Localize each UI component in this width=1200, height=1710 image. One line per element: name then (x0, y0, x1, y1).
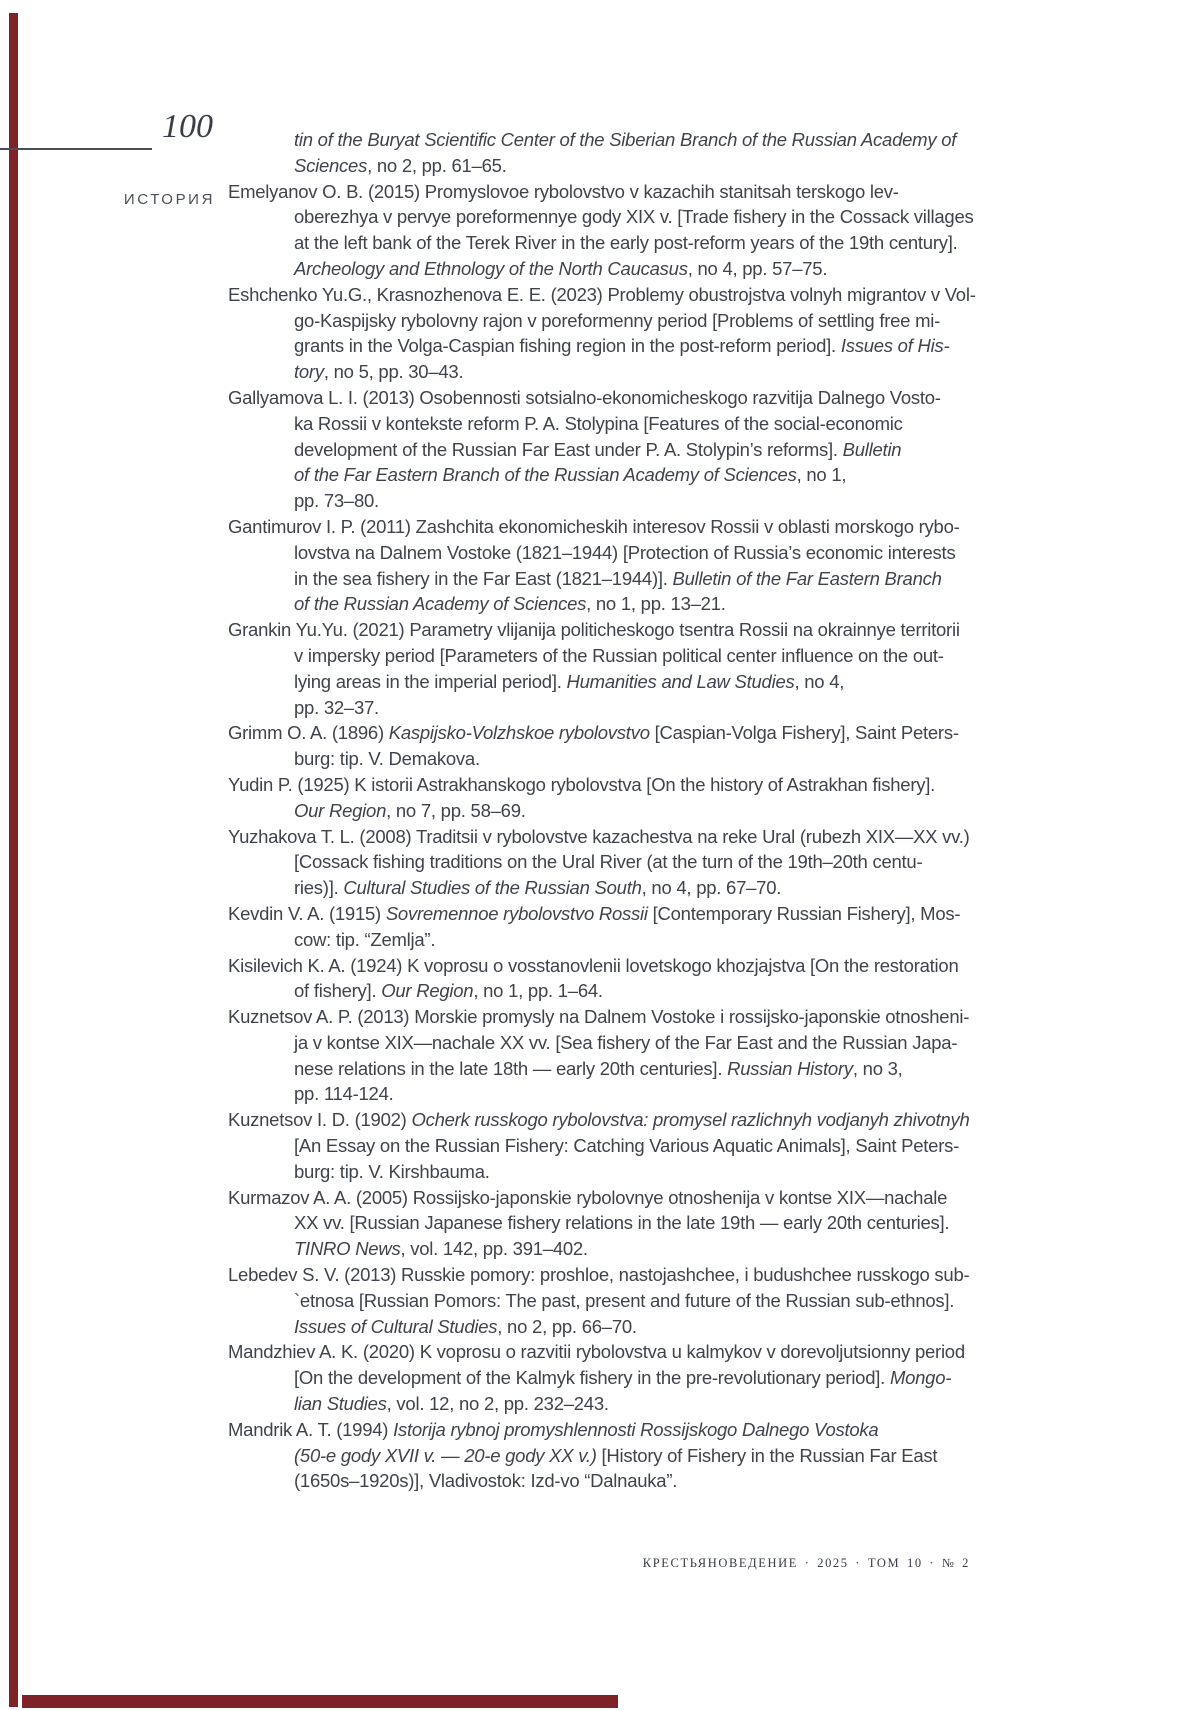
reference-text-segment: Kisilevich K. A. (1924) K voprosu o vosstanovlenii lovetskogo khozjajstva [On the restoration (228, 954, 959, 976)
reference-line (228, 359, 948, 385)
reference-line (228, 1314, 948, 1340)
reference-line (228, 256, 948, 282)
reference-title-segment: Archeology and Ethnology of the North Caucasus (294, 257, 688, 279)
references-list (228, 127, 976, 1494)
reference-text-segment: Eshchenko Yu.G., Krasnozhenova E. E. (2023) Problemy obustrojstva volnyh migrantov v Vol- (228, 283, 976, 305)
reference-entry (228, 1339, 965, 1416)
header-rule (0, 148, 152, 150)
reference-line (228, 1339, 965, 1365)
reference-entry (228, 953, 959, 1005)
reference-line (228, 875, 948, 901)
reference-title-segment: TINRO News (294, 1238, 401, 1260)
reference-line (228, 1081, 948, 1107)
reference-title-segment: Mongo- (889, 1367, 952, 1389)
reference-text-segment: lying areas in the imperial period]. (294, 670, 567, 692)
reference-title-segment: Issues of His- (840, 335, 950, 357)
reference-text-segment: burg: tip. V. Demakova. (294, 748, 480, 770)
reference-text-segment: , no 7, pp. 58–69. (386, 799, 526, 821)
reference-entry (228, 179, 974, 282)
reference-text-segment: lovstva na Dalnem Vostoke (1821–1944) [Protection of Russia’s economic interests (294, 541, 956, 563)
reference-line (228, 849, 948, 875)
reference-text-segment: , no 4, (794, 670, 845, 692)
reference-title-segment: Russian History (727, 1057, 853, 1079)
reference-line (228, 514, 960, 540)
reference-line (228, 566, 948, 592)
reference-title-segment: Issues of Cultural Studies (294, 1315, 498, 1337)
reference-line (228, 1030, 958, 1056)
reference-text-segment: , no 1, (796, 464, 847, 486)
reference-text-segment: Kurmazov A. A. (2005) Rossijsko-japonskie rybolovnye otnoshenija v kontse XIX—nachale (228, 1186, 948, 1208)
reference-line (228, 978, 948, 1004)
reference-title-segment: Humanities and Law Studies (566, 670, 795, 692)
reference-text-segment: , no 2, pp. 61–65. (367, 154, 507, 176)
journal-footer: КРЕСТЬЯНОВЕДЕНИЕ · 2025 · ТОМ 10 · № 2 (642, 1556, 970, 1570)
reference-line (228, 695, 948, 721)
reference-line (228, 153, 948, 179)
reference-line (228, 333, 948, 359)
reference-text-segment: v impersky period [Parameters of the Russian political center influence on the out- (294, 644, 944, 666)
reference-line (228, 385, 948, 411)
reference-line (228, 746, 948, 772)
reference-title-segment: tin of the Buryat Scientific Center of the Siberian Branch of the Russian Academy of (294, 129, 957, 150)
reference-text-segment: ries)]. (294, 877, 344, 899)
reference-text-segment: [An Essay on the Russian Fishery: Catching Various Aquatic Animals], Saint Peters- (294, 1135, 960, 1157)
reference-line (228, 437, 948, 463)
reference-entry (228, 617, 960, 720)
reference-line (228, 488, 948, 514)
reference-text-segment: grants in the Volga-Caspian fishing region in the post-reform period]. (294, 335, 841, 357)
reference-text-segment: , no 1, pp. 1–64. (473, 980, 603, 1002)
section-label: ИСТОРИЯ (123, 191, 215, 208)
reference-line (228, 127, 957, 153)
reference-text-segment: [On the development of the Kalmyk fishery in the pre-revolutionary period]. (294, 1367, 890, 1389)
reference-line (228, 1210, 948, 1236)
reference-title-segment: Kaspijsko-Volzhskoe rybolovstvo (388, 722, 650, 744)
reference-entry (228, 127, 957, 179)
reference-line (228, 204, 974, 230)
reference-line (228, 901, 961, 927)
reference-line (228, 179, 948, 205)
reference-title-segment: tory (294, 361, 324, 383)
page-number: 100 (162, 108, 213, 145)
reference-text-segment: (1650s–1920s)], Vladivostok: Izd-vo “Dalnauka”. (294, 1470, 678, 1492)
reference-line (228, 1107, 970, 1133)
reference-text-segment: of fishery]. (294, 980, 382, 1002)
reference-text-segment: pp. 73–80. (294, 490, 379, 512)
reference-line (228, 282, 976, 308)
reference-line (228, 617, 960, 643)
reference-line (228, 308, 948, 334)
reference-title-segment: Bulletin of the Far Eastern Branch (672, 567, 942, 589)
reference-title-segment: Istorija rybnoj promyshlennosti Rossijskogo Dalnego Vostoka (393, 1418, 879, 1440)
reference-line (228, 953, 959, 979)
reference-line (228, 798, 948, 824)
reference-text-segment: nese relations in the late 18th — early 20th centuries]. (294, 1057, 728, 1079)
reference-line (228, 1236, 948, 1262)
reference-line (228, 1468, 948, 1494)
reference-line (228, 1133, 960, 1159)
reference-line (228, 1185, 948, 1211)
reference-entry (228, 282, 976, 385)
reference-text-segment: cow: tip. “Zemlja”. (294, 928, 436, 950)
reference-entry (228, 901, 961, 953)
reference-title-segment: (50-e gody XVII v. — 20-e gody XX v.) (294, 1444, 602, 1466)
reference-line (228, 824, 970, 850)
reference-entry (228, 1107, 970, 1184)
reference-text-segment: Kuznetsov A. P. (2013) Morskie promysly na Dalnem Vostoke i rossijsko-japonskie otnosheni- (228, 1006, 970, 1028)
reference-line (228, 927, 948, 953)
reference-entry (228, 514, 960, 617)
reference-entry (228, 1417, 948, 1494)
reference-line (228, 1056, 948, 1082)
reference-title-segment: Ocherk russkogo rybolovstva: promysel razlichnyh vodjanyh zhivotnyh (411, 1109, 970, 1131)
reference-text-segment: Gantimurov I. P. (2011) Zashchita ekonomicheskih interesov Rossii v oblasti morskogo rybo- (228, 515, 960, 537)
page-edge-left (9, 13, 18, 1707)
reference-text-segment: go-Kaspijsky rybolovny rajon v poreformenny period [Problems of settling free mi- (294, 309, 941, 331)
reference-line (228, 1443, 948, 1469)
reference-text-segment: Grimm O. A. (1896) (228, 722, 389, 744)
reference-title-segment: Bulletin (842, 438, 902, 460)
reference-entry (228, 824, 970, 901)
reference-text-segment: Emelyanov O. B. (2015) Promyslovoe rybolovstvo v kazachih stanitsah terskogo lev- (228, 180, 899, 202)
reference-text-segment: , no 4, pp. 57–75. (687, 257, 828, 279)
reference-line (228, 1262, 970, 1288)
reference-text-segment: Kuznetsov I. D. (1902) (228, 1109, 412, 1131)
reference-title-segment: of the Far Eastern Branch of the Russian Academy of Sciences (294, 464, 797, 486)
reference-entry (228, 1004, 970, 1107)
reference-entry (228, 385, 948, 514)
reference-line (228, 1004, 970, 1030)
reference-title-segment: Cultural Studies of the Russian South (343, 877, 642, 899)
reference-line (228, 1288, 955, 1314)
reference-text-segment: pp. 114-124. (294, 1083, 394, 1105)
reference-text-segment: [History of Fishery in the Russian Far East (601, 1444, 938, 1466)
reference-text-segment: Mandzhiev A. K. (2020) K voprosu o razvitii rybolovstva u kalmykov v dorevoljutsionny period (228, 1341, 965, 1363)
reference-text-segment: Grankin Yu.Yu. (2021) Parametry vlijanija politicheskogo tsentra Rossii na okrainnye territorii (228, 619, 960, 641)
reference-title-segment: of the Russian Academy of Sciences (294, 593, 587, 615)
reference-text-segment: ka Rossii v kontekste reform P. A. Stolypina [Features of the social-economic (294, 412, 903, 434)
reference-text-segment: , no 1, pp. 13–21. (586, 593, 726, 615)
reference-entry (228, 1262, 970, 1339)
reference-line (228, 230, 958, 256)
reference-title-segment: Our Region (294, 799, 387, 821)
reference-entry (228, 772, 948, 824)
reference-line (228, 462, 948, 488)
reference-text-segment: Gallyamova L. I. (2013) Osobennosti sotsialno-ekonomicheskogo razvitija Dalnego Vosto- (228, 386, 941, 408)
reference-line (228, 669, 948, 695)
reference-text-segment: pp. 32–37. (294, 696, 379, 718)
reference-text-segment: in the sea fishery in the Far East (1821–1944)]. (294, 567, 673, 589)
reference-text-segment: [Contemporary Russian Fishery], Mos- (647, 902, 961, 924)
reference-text-segment: `etnosa [Russian Pomors: The past, present and future of the Russian sub-ethnos]. (294, 1289, 955, 1311)
reference-line (228, 1365, 952, 1391)
reference-line (228, 643, 948, 669)
reference-title-segment: Our Region (381, 980, 474, 1002)
reference-text-segment: , no 2, pp. 66–70. (497, 1315, 637, 1337)
reference-title-segment: Sovremennoe rybolovstvo Rossii (385, 902, 648, 924)
reference-line (228, 1159, 948, 1185)
reference-text-segment: Kevdin V. A. (1915) (228, 902, 386, 924)
reference-text-segment: , no 5, pp. 30–43. (323, 361, 464, 383)
reference-text-segment: , vol. 12, no 2, pp. 232–243. (386, 1393, 609, 1415)
page-edge-bottom (22, 1695, 618, 1708)
reference-line (228, 540, 956, 566)
reference-line (228, 720, 959, 746)
reference-line (228, 1417, 948, 1443)
reference-text-segment: oberezhya v pervye poreformennye gody XIX v. [Trade fishery in the Cossack villages (294, 206, 974, 228)
reference-entry (228, 1185, 948, 1262)
reference-text-segment: Yudin P. (1925) K istorii Astrakhanskogo rybolovstva [On the history of Astrakhan fishery]. (228, 773, 936, 795)
reference-text-segment: burg: tip. V. Kirshbauma. (294, 1160, 490, 1182)
reference-text-segment: Lebedev S. V. (2013) Russkie pomory: proshloe, nastojashchee, i budushchee russkogo sub- (228, 1264, 970, 1286)
reference-title-segment: lian Studies (294, 1393, 387, 1415)
reference-text-segment: , no 3, (852, 1057, 903, 1079)
reference-text-segment: Mandrik A. T. (1994) (228, 1418, 394, 1440)
reference-line (228, 411, 948, 437)
reference-title-segment: Sciences (294, 154, 368, 176)
reference-text-segment: Yuzhakova T. L. (2008) Traditsii v rybolovstve kazachestva na reke Ural (rubezh XIX—XX vv.) (228, 825, 970, 847)
reference-entry (228, 720, 959, 772)
reference-text-segment: , vol. 142, pp. 391–402. (400, 1238, 588, 1260)
reference-text-segment: development of the Russian Far East under P. A. Stolypin’s reforms]. (294, 438, 843, 460)
reference-line (228, 772, 948, 798)
reference-text-segment: [Cossack fishing traditions on the Ural River (at the turn of the 19th–20th centu- (294, 851, 923, 873)
reference-text-segment: ja v kontse XIX—nachale XX vv. [Sea fishery of the Far East and the Russian Japa- (294, 1031, 958, 1053)
reference-line (228, 591, 948, 617)
reference-line (228, 1391, 948, 1417)
reference-text-segment: at the left bank of the Terek River in the early post-reform years of the 19th century]. (294, 232, 958, 254)
reference-text-segment: [Caspian-Volga Fishery], Saint Peters- (649, 722, 959, 744)
reference-text-segment: , no 4, pp. 67–70. (641, 877, 782, 899)
reference-text-segment: XX vv. [Russian Japanese fishery relations in the late 19th — early 20th centuries]. (294, 1212, 950, 1234)
